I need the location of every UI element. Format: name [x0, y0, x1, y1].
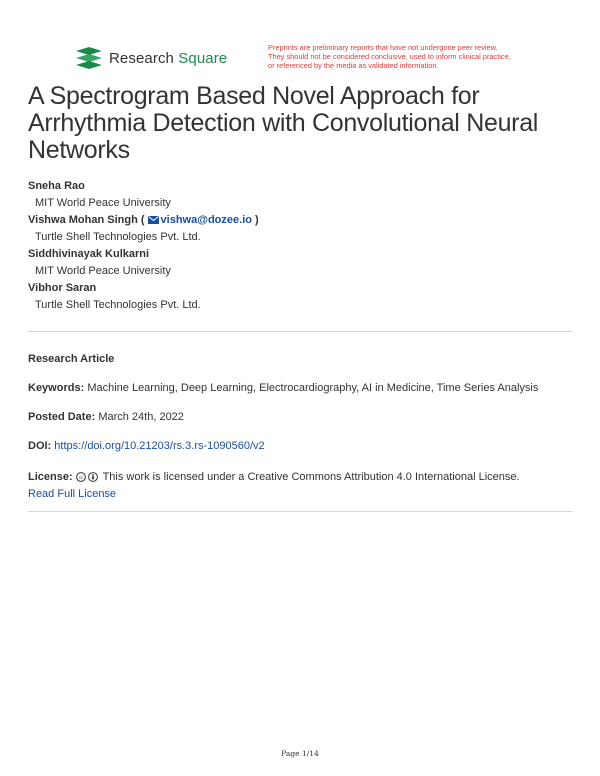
- author-affiliation: MIT World Peace University: [35, 197, 171, 209]
- research-square-logo[interactable]: [76, 47, 227, 69]
- doi: [28, 438, 573, 455]
- posted-date-label: Posted Date:: [28, 411, 96, 423]
- author-name: Sneha Rao: [28, 180, 85, 192]
- doi-link[interactable]: https://doi.org/10.21203/rs.3.rs-1090560/v2: [54, 440, 265, 452]
- creative-commons-icon: [76, 472, 86, 482]
- logo-text-research: Research: [109, 49, 174, 67]
- logo-text-square: Square: [178, 49, 228, 67]
- article-type-label: Research Article: [28, 353, 115, 365]
- author-affiliation: Turtle Shell Technologies Pvt. Ltd.: [35, 299, 201, 311]
- svg-text:cc: cc: [78, 475, 83, 480]
- posted-date-value: March 24th, 2022: [98, 411, 184, 423]
- keywords-value: Machine Learning, Deep Learning, Electrocardiography, AI in Medicine, Time Series Analysis: [87, 382, 539, 394]
- author-email-link[interactable]: vishwa@dozee.io: [160, 214, 252, 226]
- disclaimer-line-2: They should not be considered conclusive, used to inform clinical practice,: [268, 52, 511, 61]
- license: [28, 469, 573, 503]
- keywords: [28, 380, 573, 397]
- author-name: Vishwa Mohan Singh: [28, 214, 138, 226]
- author-name: Vibhor Saran: [28, 282, 97, 294]
- logo-text: [109, 50, 227, 67]
- author-block: [28, 280, 568, 314]
- license-label: License:: [28, 471, 73, 483]
- author-list: [28, 178, 568, 314]
- divider: [28, 511, 573, 512]
- author-block: [28, 246, 568, 280]
- article-type: [28, 351, 573, 368]
- license-text: This work is licensed under a Creative Commons Attribution 4.0 International License.: [102, 471, 520, 483]
- disclaimer-line-1: Preprints are preliminary reports that have not undergone peer review.: [268, 43, 498, 52]
- author-name-with-email: [28, 212, 568, 228]
- author-name: Siddhivinayak Kulkarni: [28, 248, 150, 260]
- paren-close: ): [255, 214, 259, 226]
- disclaimer-line-3: or referenced by the media as validated information.: [268, 61, 439, 70]
- attribution-icon: [88, 472, 98, 482]
- author-block: [28, 212, 568, 246]
- author-affiliation: Turtle Shell Technologies Pvt. Ltd.: [35, 231, 201, 243]
- research-square-logo-icon: [76, 47, 102, 69]
- paper-title: A Spectrogram Based Novel Approach for Arrhythmia Detection with Convolutional Neural Networks: [28, 82, 539, 164]
- divider: [28, 331, 573, 332]
- read-full-license-link[interactable]: Read Full License: [28, 488, 117, 500]
- keywords-label: Keywords:: [28, 382, 85, 394]
- envelope-icon: [148, 216, 159, 224]
- preprint-disclaimer: [268, 43, 558, 70]
- paren-open: (: [140, 214, 145, 226]
- author-affiliation: MIT World Peace University: [35, 265, 171, 277]
- page-number: Page 1/14: [281, 749, 319, 758]
- author-block: [28, 178, 568, 212]
- doi-label: DOI:: [28, 440, 52, 452]
- posted-date: [28, 409, 573, 426]
